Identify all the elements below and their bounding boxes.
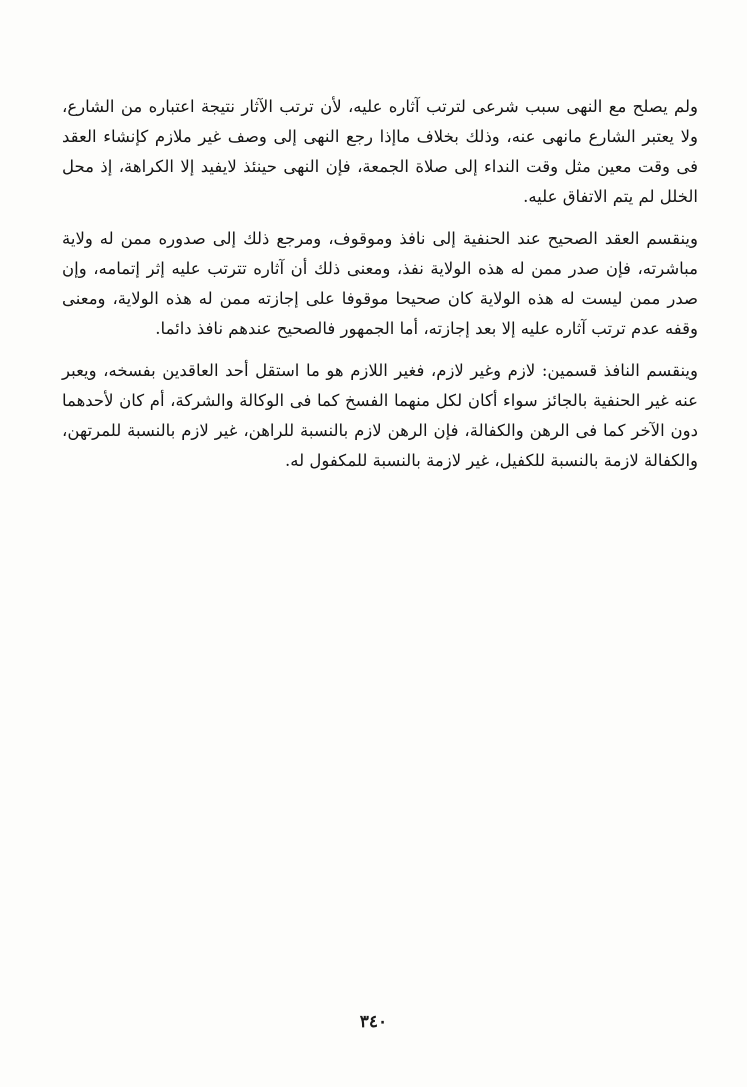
paragraph-2: وينقسم العقد الصحيح عند الحنفية إلى نافذ وموقوف، ومرجع ذلك إلى صدوره ممن له ولاية مباشرته، فإن صدر ممن له هذه الولاية نفذ، ومعنى ذلك أن آثاره تترتب عليه إثر إتمامه، وإن صدر ممن ليست له هذه الولاية كان صحيحا موقوفا على إجازته ممن له هذه الولاية، ومعنى وقفه عدم ترتب آثاره عليه إلا بعد إجازته، أما الجمهور فالصحيح عندهم نافذ دائما. — [62, 229, 698, 338]
paragraph-3: وينقسم النافذ قسمين: لازم وغير لازم، فغير اللازم هو ما استقل أحد العاقدين بفسخه، ويعبر عنه غير الحنفية بالجائز سواء أكان لكل منهما الفسخ كما فى الوكالة والشركة، أم كان لأحدهما دون الآخر كما فى الرهن والكفالة، فإن الرهن لازم بالنسبة للراهن، غير لازم بالنسبة للمرتهن، والكفالة لازمة بالنسبة للكفيل، غير لازمة بالنسبة للمكفول له. — [62, 361, 698, 470]
paragraph-1: ولم يصلح مع النهى سبب شرعى لترتب آثاره عليه، لأن ترتب الآثار نتيجة اعتباره من الشارع، ولا يعتبر الشارع مانهى عنه، وذلك بخلاف ماإذا رجع النهى إلى وصف غير ملازم كإنشاء العقد فى وقت معين مثل وقت النداء إلى صلاة الجمعة، فإن النهى حينئذ لايفيد إلا الكراهة، إذ محل الخلل لم يتم الاتفاق عليه. — [62, 97, 698, 206]
page-number: ٣٤٠ — [359, 1012, 388, 1032]
body-text — [62, 92, 698, 488]
